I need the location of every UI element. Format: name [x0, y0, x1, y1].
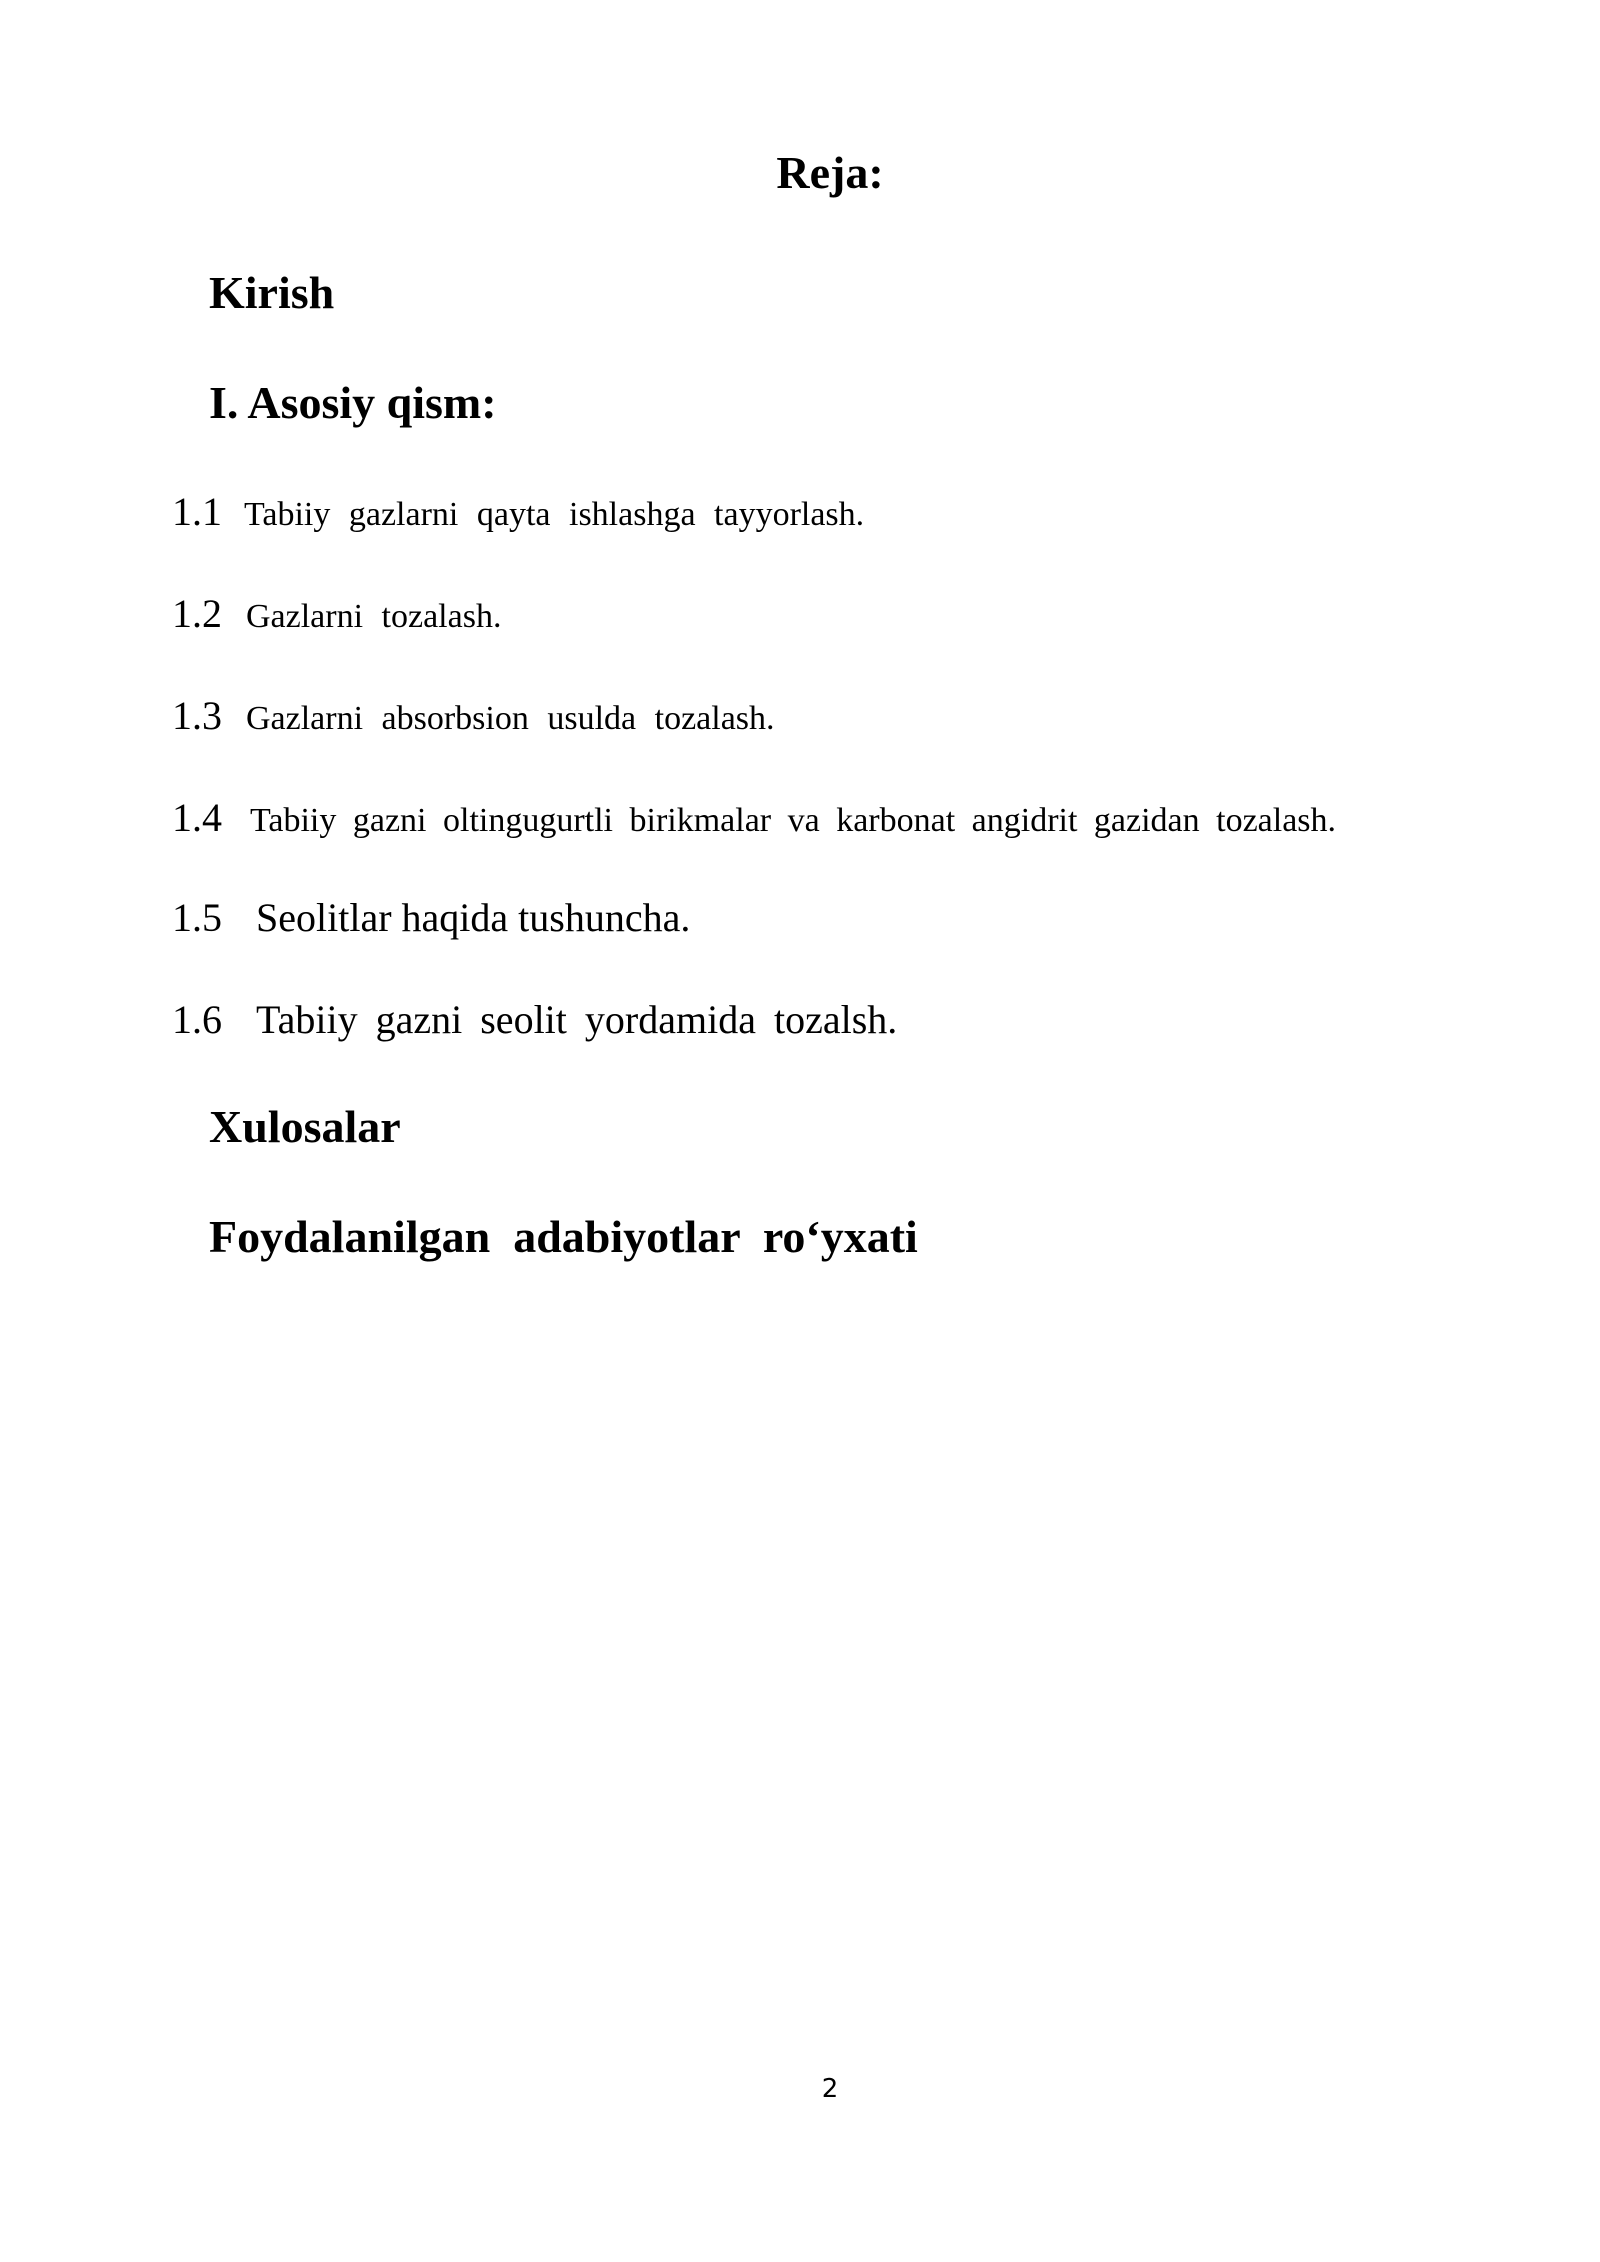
- list-item: [172, 693, 775, 738]
- item-number: 1.3: [172, 693, 222, 738]
- item-number: 1.1: [172, 489, 222, 534]
- section-main-part: I. Asosiy qism:: [209, 377, 497, 428]
- item-text: Tabiiy gazni oltingugurtli birikmalar va karbonat angidrit gazidan tozalash.: [250, 802, 1337, 839]
- item-text: Tabiiy gazlarni qayta ishlashga tayyorlash.: [244, 496, 865, 533]
- section-conclusions: Xulosalar: [209, 1101, 401, 1152]
- section-references: Foydalanilgan adabiyotlar ro‘yxati: [209, 1211, 918, 1262]
- list-item: [172, 997, 898, 1042]
- item-text: Gazlarni tozalash.: [246, 598, 502, 635]
- list-item: [172, 489, 865, 534]
- item-text: Seolitlar haqida tushuncha.: [256, 895, 691, 940]
- item-text: Tabiiy gazni seolit yordamida tozalsh.: [256, 997, 898, 1042]
- list-item: [172, 795, 1337, 840]
- page-number: 2: [821, 2074, 839, 2104]
- item-number: 1.6: [172, 997, 222, 1042]
- page-title: Reja:: [776, 147, 884, 198]
- section-intro: Kirish: [209, 267, 335, 318]
- item-number: 1.5: [172, 895, 222, 940]
- item-number: 1.4: [172, 795, 222, 840]
- item-text: Gazlarni absorbsion usulda tozalash.: [246, 700, 775, 737]
- item-number: 1.2: [172, 591, 222, 636]
- list-item: [172, 591, 502, 636]
- list-item: [172, 895, 691, 940]
